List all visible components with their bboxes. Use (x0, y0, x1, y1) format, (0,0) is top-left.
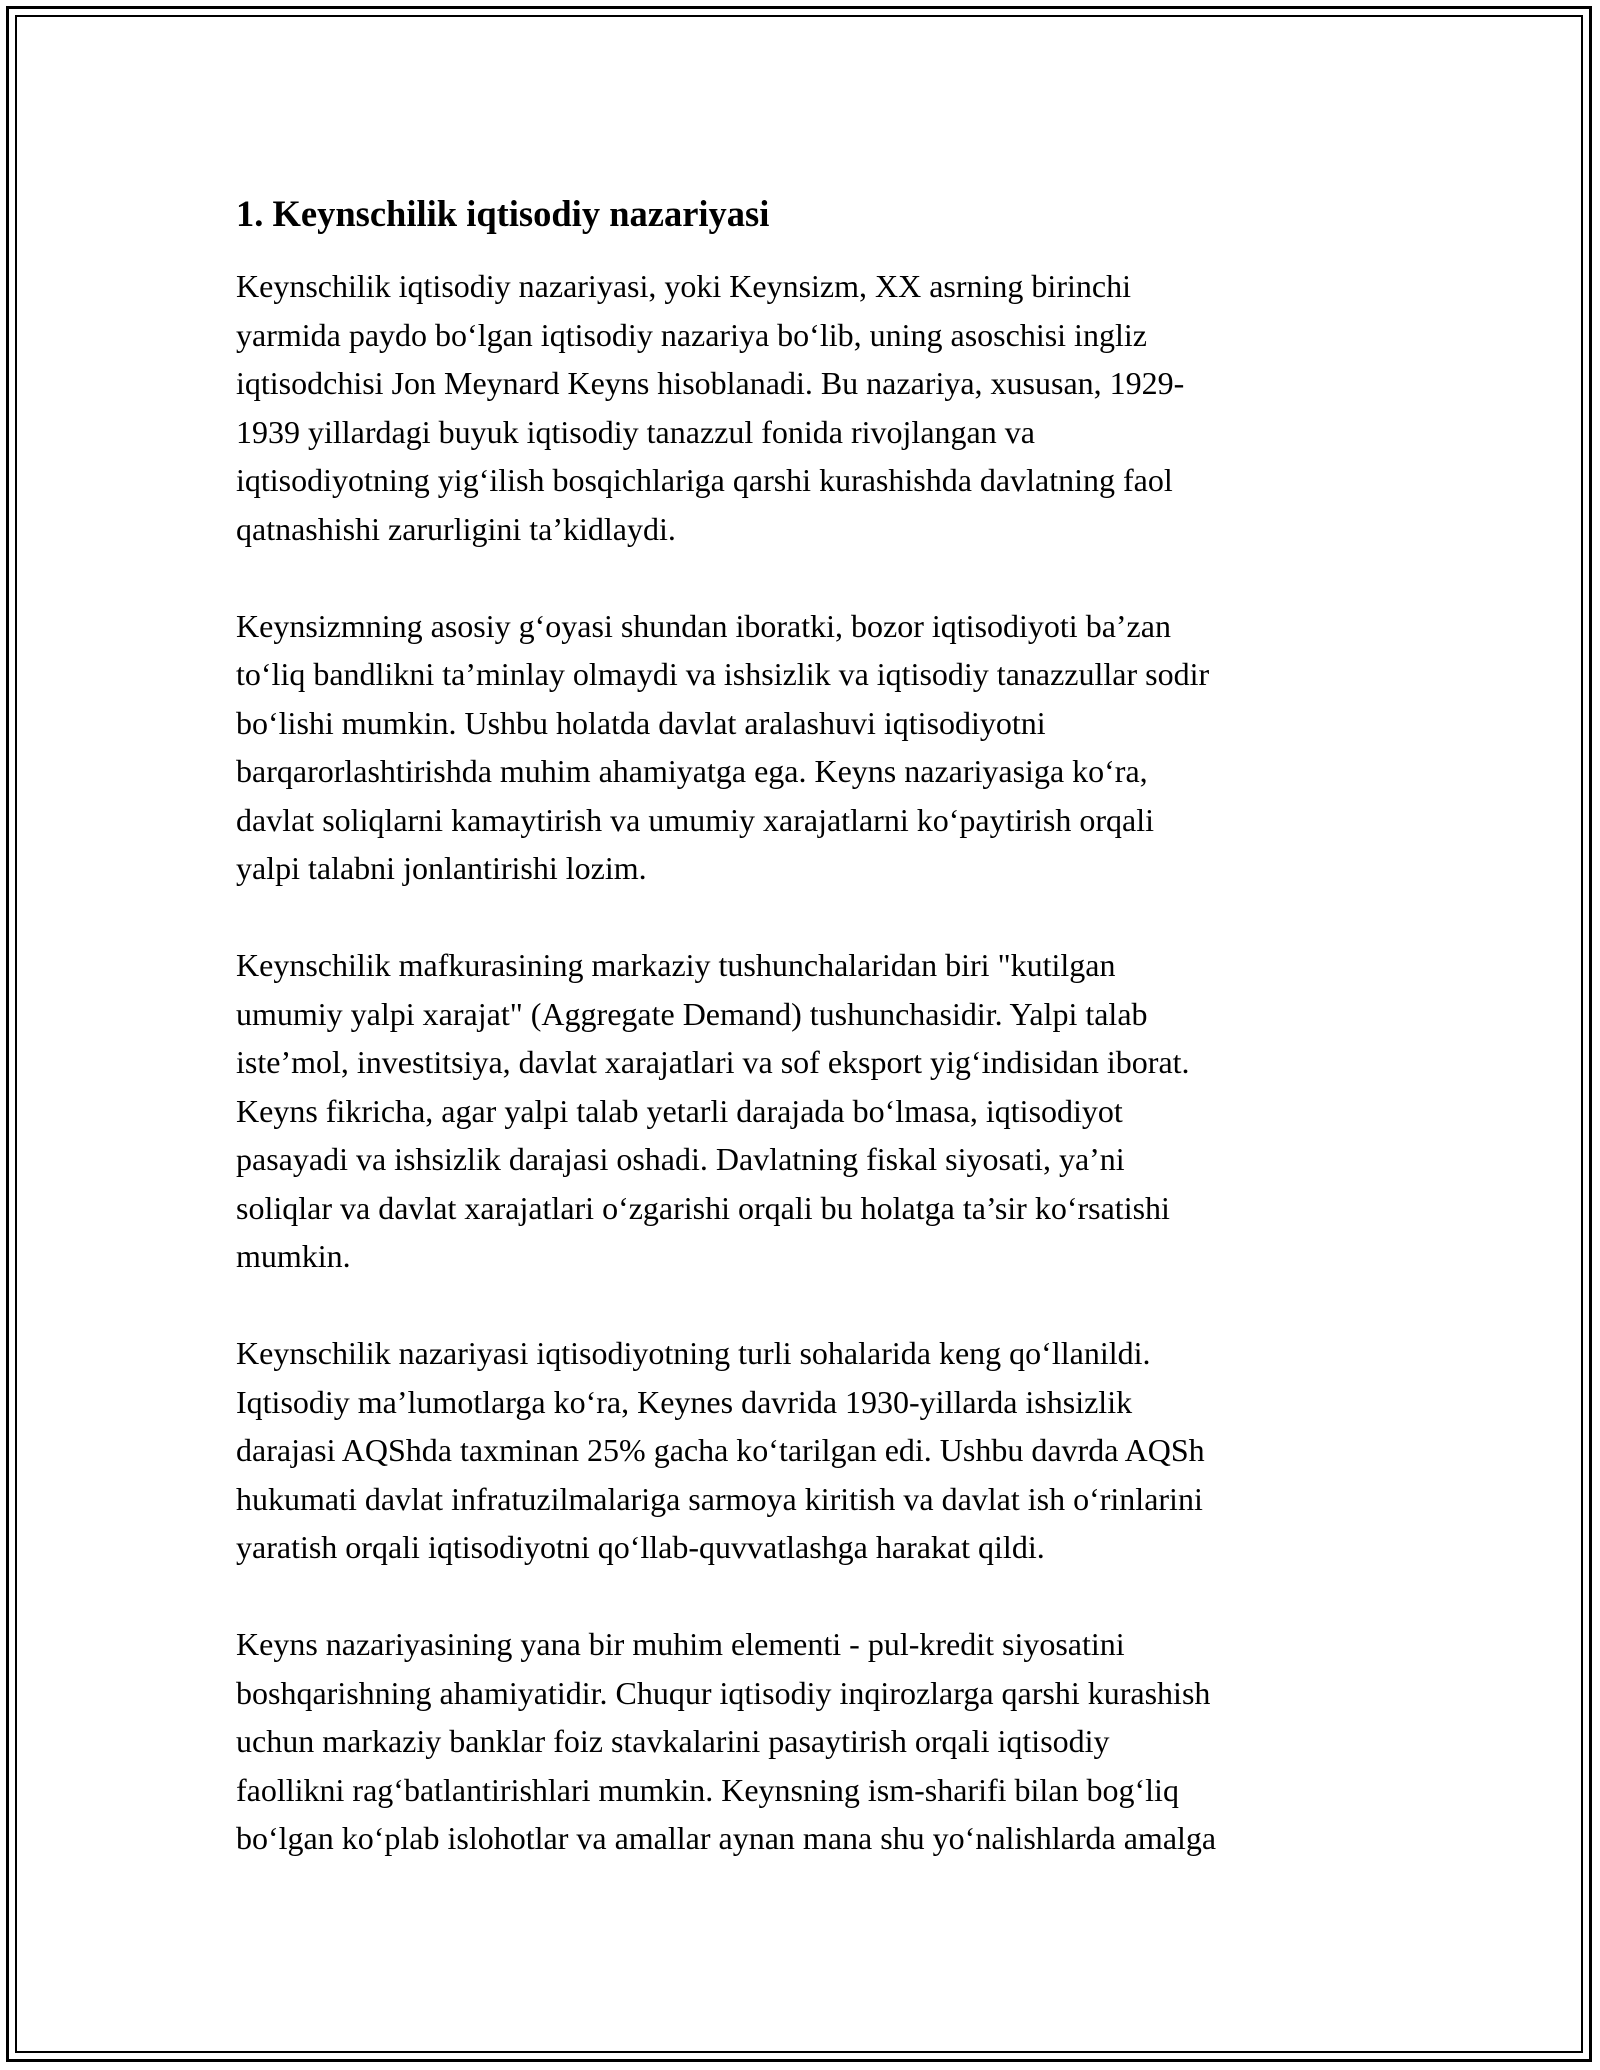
paragraph-4: Keynschilik nazariyasi iqtisodiyotning turli sohalarida keng qo‘llanildi. Iqtisodiy ma’lumotlarga ko‘ra, Keynes davrida 1930-yillarda ishsizlik darajasi AQShda taxminan 25% gacha ko‘tarilgan edi. Ushbu davrda AQSh hukumati davlat infratuzilmalariga sarmoya kiritish va davlat ish o‘rinlarini yaratish orqali iqtisodiyotni qo‘llab-quvvatlashga harakat qildi. (236, 1335, 1205, 1565)
paragraph-5: Keyns nazariyasining yana bir muhim elementi - pul-kredit siyosatini boshqarishning ahamiyatidir. Chuqur iqtisodiy inqirozlarga qarshi kurashish uchun markaziy banklar foiz stavkalarini pasaytirish orqali iqtisodiy faollikni rag‘batlantirishlari mumkin. Keynsning ism-sharifi bilan bog‘liq bo‘lgan ko‘plab islohotlar va amallar aynan mana shu yo‘nalishlarda amalga (236, 1626, 1217, 1856)
paragraph-2: Keynsizmning asosiy g‘oyasi shundan iboratki, bozor iqtisodiyoti ba’zan to‘liq bandlikni ta’minlay olmaydi va ishsizlik va iqtisodiy tanazzullar sodir bo‘lishi mumkin. Ushbu holatda davlat aralashuvi iqtisodiyotni barqarorlashtirishda muhim ahamiyatga ega. Keyns nazariyasiga ko‘ra, davlat soliqlarni kamaytirish va umumiy xarajatlarni ko‘paytirish orqali yalpi talabni jonlantirishi lozim. (236, 607, 1210, 886)
document-body (236, 186, 1366, 1911)
paragraph-1: Keynschilik iqtisodiy nazariyasi, yoki Keynsizm, XX asrning birinchi yarmida paydo bo‘lgan iqtisodiy nazariya bo‘lib, uning asoschisi ingliz iqtisodchisi Jon Meynard Keyns hisoblanadi. Bu nazariya, xususan, 1929- 1939 yillardagi buyuk iqtisodiy tanazzul fonida rivojlangan va iqtisodiyotning yig‘ilish bosqichlariga qarshi kurashishda davlatning faol qatnashishi zarurligini ta’kidlaydi. (236, 268, 1185, 547)
paragraph-3: Keynschilik mafkurasining markaziy tushunchalaridan biri "kutilgan umumiy yalpi xarajat" (Aggregate Demand) tushunchasidir. Yalpi talab iste’mol, investitsiya, davlat xarajatlari va sof eksport yig‘indisidan iborat. Keyns fikricha, agar yalpi talab yetarli darajada bo‘lmasa, iqtisodiyot pasayadi va ishsizlik darajasi oshadi. Davlatning fiskal siyosati, ya’ni soliqlar va davlat xarajatlari o‘zgarishi orqali bu holatga ta’sir ko‘rsatishi mumkin. (236, 947, 1190, 1274)
section-heading: 1. Keynschilik iqtisodiy nazariyasi (236, 193, 770, 234)
